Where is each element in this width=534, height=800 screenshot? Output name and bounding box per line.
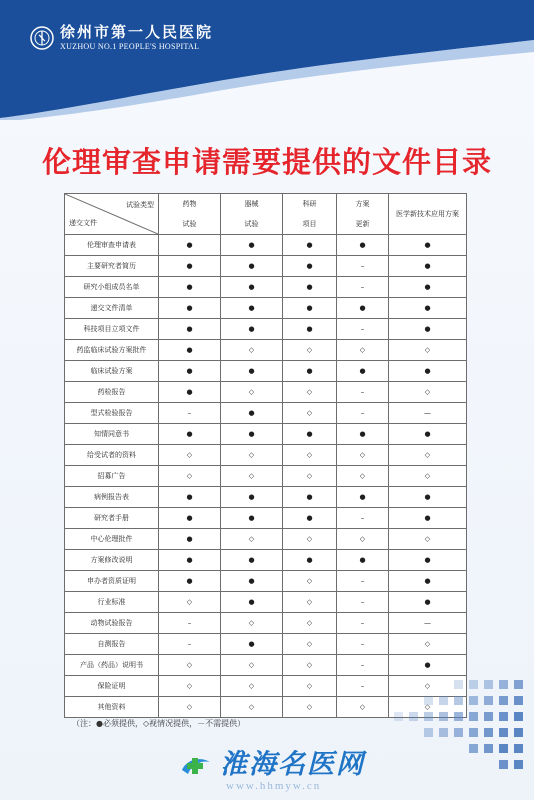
requirement-mark-cell: –	[337, 382, 389, 403]
column-header-line1: 科研	[302, 200, 317, 208]
document-name-cell: 产品（药品）说明书	[65, 655, 159, 676]
column-header-line1: 医学新技术应用方案	[396, 210, 459, 218]
column-header-line2: 试验	[244, 220, 259, 228]
requirement-mark-cell: ●	[221, 256, 283, 277]
document-name-cell: 招募广告	[65, 466, 159, 487]
requirement-mark-cell: ◇	[159, 697, 221, 718]
requirement-mark-cell: ●	[283, 361, 337, 382]
requirement-mark-cell: ●	[389, 592, 467, 613]
requirement-mark-cell: ◇	[159, 655, 221, 676]
requirement-mark-cell: ●	[283, 550, 337, 571]
document-name-cell: 药监临床试验方案批件	[65, 340, 159, 361]
requirement-mark-cell: ◇	[389, 340, 467, 361]
decorative-squares	[304, 670, 534, 800]
requirement-mark-cell: ●	[159, 529, 221, 550]
table-header-row	[65, 194, 467, 235]
requirement-mark-cell: ◇	[283, 613, 337, 634]
document-catalog-table	[64, 193, 467, 718]
requirement-mark-cell: ●	[159, 571, 221, 592]
requirement-mark-cell: –	[337, 256, 389, 277]
requirement-mark-cell: ◇	[337, 697, 389, 718]
document-name-cell: 申办者资质证明	[65, 571, 159, 592]
requirement-mark-cell: ●	[159, 361, 221, 382]
document-name-cell: 中心伦理批件	[65, 529, 159, 550]
requirement-mark-cell: –	[159, 403, 221, 424]
requirement-mark-cell: ●	[221, 235, 283, 256]
requirement-mark-cell: ●	[221, 571, 283, 592]
requirement-mark-cell: ●	[337, 298, 389, 319]
requirement-mark-cell: ●	[337, 487, 389, 508]
column-header-line1: 药物	[182, 200, 197, 208]
requirement-mark-cell: –	[337, 571, 389, 592]
requirement-mark-cell: ◇	[389, 466, 467, 487]
document-name-cell: 临床试验方案	[65, 361, 159, 382]
medical-cross-icon	[178, 748, 214, 780]
corner-label-trial-type: 试验类型	[126, 201, 154, 209]
requirement-mark-cell: ◇	[221, 529, 283, 550]
requirement-mark-cell: ●	[221, 508, 283, 529]
column-header-line1: 方案	[355, 200, 370, 208]
document-name-cell: 动物试验报告	[65, 613, 159, 634]
requirement-mark-cell: ●	[159, 487, 221, 508]
requirement-mark-cell: ●	[389, 487, 467, 508]
table-row	[65, 529, 467, 550]
requirement-mark-cell: ◇	[283, 676, 337, 697]
requirement-mark-cell: ◇	[283, 655, 337, 676]
requirement-mark-cell: ●	[389, 319, 467, 340]
requirement-mark-cell: ◇	[389, 697, 467, 718]
table-row	[65, 298, 467, 319]
requirement-mark-cell: ●	[221, 319, 283, 340]
table-row	[65, 613, 467, 634]
requirement-mark-cell: ◇	[159, 466, 221, 487]
table-row	[65, 361, 467, 382]
requirement-mark-cell: ◇	[221, 445, 283, 466]
requirement-mark-cell: ●	[221, 634, 283, 655]
requirement-mark-cell: ●	[283, 508, 337, 529]
requirement-mark-cell: ●	[389, 256, 467, 277]
document-name-cell: 病例报告表	[65, 487, 159, 508]
requirement-mark-cell: —	[389, 613, 467, 634]
requirement-mark-cell: –	[337, 319, 389, 340]
requirement-mark-cell: ●	[221, 403, 283, 424]
requirement-mark-cell: ◇	[221, 613, 283, 634]
requirement-mark-cell: ●	[159, 508, 221, 529]
hospital-name-cn: 徐州市第一人民医院	[60, 23, 214, 41]
table-row	[65, 319, 467, 340]
requirement-mark-cell: ◇	[389, 382, 467, 403]
table-row	[65, 424, 467, 445]
requirement-mark-cell: ◇	[337, 340, 389, 361]
requirement-mark-cell: ◇	[283, 571, 337, 592]
requirement-mark-cell: ●	[389, 508, 467, 529]
requirement-mark-cell: ◇	[283, 592, 337, 613]
table-row	[65, 634, 467, 655]
table-row	[65, 382, 467, 403]
requirement-mark-cell: ◇	[221, 382, 283, 403]
document-name-cell: 方案修改说明	[65, 550, 159, 571]
requirement-mark-cell: ●	[159, 319, 221, 340]
document-name-cell: 伦理审查申请表	[65, 235, 159, 256]
requirement-mark-cell: ●	[389, 361, 467, 382]
requirement-mark-cell: ◇	[221, 466, 283, 487]
column-header	[283, 194, 337, 235]
document-name-cell: 保险证明	[65, 676, 159, 697]
requirement-mark-cell: ●	[221, 277, 283, 298]
requirement-mark-cell: ●	[337, 424, 389, 445]
requirement-mark-cell: –	[337, 592, 389, 613]
requirement-mark-cell: ●	[283, 256, 337, 277]
column-header	[337, 194, 389, 235]
column-header-line1: 器械	[244, 200, 259, 208]
requirement-mark-cell: –	[337, 508, 389, 529]
document-name-cell: 科技项目立项文件	[65, 319, 159, 340]
requirement-mark-cell: –	[337, 403, 389, 424]
document-name-cell: 其他资料	[65, 697, 159, 718]
requirement-mark-cell: –	[337, 634, 389, 655]
corner-label-submitted-docs: 递交文件	[69, 219, 97, 227]
document-name-cell: 递交文件清单	[65, 298, 159, 319]
document-name-cell: 行业标准	[65, 592, 159, 613]
requirement-mark-cell: ●	[389, 550, 467, 571]
requirement-mark-cell: ◇	[337, 466, 389, 487]
requirement-mark-cell: ●	[221, 487, 283, 508]
requirement-mark-cell: –	[337, 277, 389, 298]
document-name-cell: 给受试者的资料	[65, 445, 159, 466]
requirement-mark-cell: ●	[283, 298, 337, 319]
requirement-mark-cell: –	[337, 676, 389, 697]
requirement-mark-cell: —	[389, 403, 467, 424]
requirement-mark-cell: ◇	[389, 529, 467, 550]
requirement-mark-cell: ●	[221, 298, 283, 319]
requirement-mark-cell: ◇	[337, 445, 389, 466]
legend-note: （注：●必须提供，◇视情况提供，－不需提供）	[72, 719, 246, 728]
requirement-mark-cell: ●	[283, 424, 337, 445]
column-header-line2: 试验	[182, 220, 197, 228]
requirement-mark-cell: ●	[283, 235, 337, 256]
table-row	[65, 277, 467, 298]
brand-name: 淮海名医网	[220, 748, 365, 780]
table-row	[65, 256, 467, 277]
requirement-mark-cell: ◇	[221, 676, 283, 697]
hospital-logo	[30, 25, 213, 51]
brand-url: www.hhmyw.cn	[226, 780, 322, 792]
requirement-mark-cell: ●	[389, 571, 467, 592]
requirement-mark-cell: ◇	[159, 445, 221, 466]
table-row	[65, 235, 467, 256]
corner-header-cell	[65, 194, 159, 235]
column-header-line2: 更新	[355, 220, 370, 228]
requirement-mark-cell: ◇	[389, 634, 467, 655]
requirement-mark-cell: –	[159, 613, 221, 634]
requirement-mark-cell: ◇	[389, 676, 467, 697]
requirement-mark-cell: ◇	[221, 697, 283, 718]
requirement-mark-cell: ●	[159, 256, 221, 277]
column-header	[159, 194, 221, 235]
requirement-mark-cell: ◇	[159, 676, 221, 697]
table-row	[65, 571, 467, 592]
header-band	[0, 0, 534, 120]
document-name-cell: 药检报告	[65, 382, 159, 403]
table-body	[65, 235, 467, 718]
requirement-mark-cell: ●	[389, 277, 467, 298]
requirement-mark-cell: ●	[159, 340, 221, 361]
column-header-line2: 项目	[302, 220, 317, 228]
table-row	[65, 466, 467, 487]
document-name-cell: 型式检验报告	[65, 403, 159, 424]
document-name-cell: 知情同意书	[65, 424, 159, 445]
requirement-mark-cell: ◇	[283, 445, 337, 466]
requirement-mark-cell: ●	[337, 361, 389, 382]
requirement-mark-cell: ●	[337, 550, 389, 571]
requirement-mark-cell: ◇	[389, 445, 467, 466]
requirement-mark-cell: ●	[389, 655, 467, 676]
requirement-mark-cell: ●	[337, 235, 389, 256]
hospital-emblem-icon	[30, 26, 54, 50]
requirement-mark-cell: ●	[159, 298, 221, 319]
requirement-mark-cell: ●	[389, 298, 467, 319]
hospital-name-en: XUZHOU NO.1 PEOPLE'S HOSPITAL	[60, 42, 200, 51]
requirement-mark-cell: ◇	[337, 529, 389, 550]
requirement-mark-cell: ●	[283, 277, 337, 298]
table-row	[65, 508, 467, 529]
requirement-mark-cell: ●	[159, 550, 221, 571]
column-header	[389, 194, 467, 235]
requirement-mark-cell: –	[337, 613, 389, 634]
requirement-mark-cell: ◇	[159, 592, 221, 613]
requirement-mark-cell: ●	[221, 424, 283, 445]
document-name-cell: 自测报告	[65, 634, 159, 655]
requirement-mark-cell: –	[337, 655, 389, 676]
requirement-mark-cell: ●	[159, 277, 221, 298]
column-header	[221, 194, 283, 235]
table-row	[65, 403, 467, 424]
requirement-mark-cell: ●	[159, 235, 221, 256]
requirement-mark-cell: ●	[283, 487, 337, 508]
requirement-mark-cell: ●	[283, 319, 337, 340]
table-row	[65, 445, 467, 466]
document-name-cell: 主要研究者简历	[65, 256, 159, 277]
requirement-mark-cell: ◇	[283, 634, 337, 655]
document-name-cell: 研究小组成员名单	[65, 277, 159, 298]
table-row	[65, 340, 467, 361]
requirement-mark-cell: ◇	[283, 466, 337, 487]
requirement-mark-cell: ◇	[283, 382, 337, 403]
requirement-mark-cell: ●	[221, 361, 283, 382]
requirement-mark-cell: ◇	[283, 403, 337, 424]
brand-logo	[178, 748, 365, 780]
document-name-cell: 研究者手册	[65, 508, 159, 529]
requirement-mark-cell: ◇	[283, 340, 337, 361]
requirement-mark-cell: ●	[389, 424, 467, 445]
requirement-mark-cell: –	[159, 634, 221, 655]
requirement-mark-cell: ◇	[221, 655, 283, 676]
requirement-mark-cell: ◇	[221, 340, 283, 361]
requirement-mark-cell: ◇	[283, 529, 337, 550]
page-title: 伦理审查申请需要提供的文件目录	[41, 145, 492, 179]
requirement-mark-cell: ●	[159, 424, 221, 445]
table-row	[65, 592, 467, 613]
requirement-mark-cell: ●	[389, 235, 467, 256]
requirement-mark-cell: ●	[221, 550, 283, 571]
table-row	[65, 550, 467, 571]
requirement-mark-cell: ●	[159, 382, 221, 403]
requirement-mark-cell: ●	[221, 592, 283, 613]
table-row	[65, 487, 467, 508]
requirement-mark-cell: ◇	[283, 697, 337, 718]
